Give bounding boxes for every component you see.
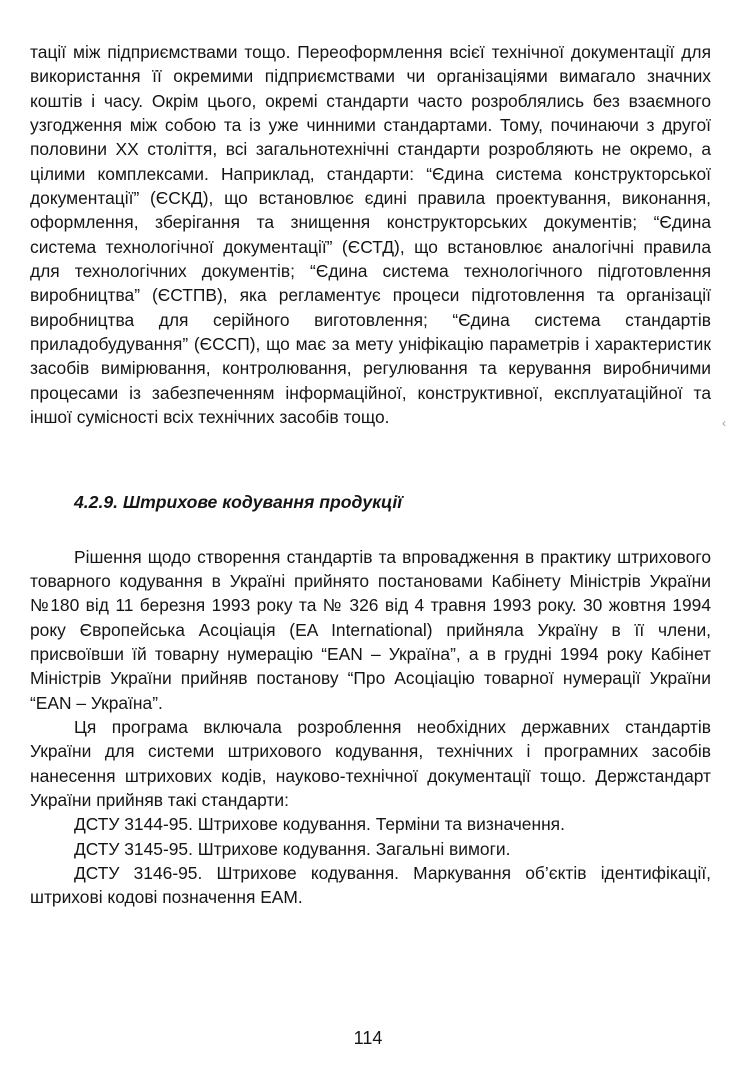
page-number: 114: [353, 1028, 383, 1048]
paragraph-standards-complexes: тації між підприємствами тощо. Переоформлення всієї технічної документації для використання її окремими підприємствами чи організаціями вимагало значних коштів і часу. Окрім цього, окремі стандарти часто розроблялись без взаємного узгодження між собою та із уже чинними стандартами. Тому, починаючи з другої половини XX століття, всі загальнотехнічні стандарти розробляють не окремо, а цілими комплексами. Наприклад, стандарти: “Єдина система конструкторської документації” (ЄСКД), що встановлює єдині правила проектування, виконання, оформлення, зберігання та знищення конструкторських документів; “Єдина система технологічної документації” (ЄСТД), що встановлює аналогічні правила для технологічних документів; “Єдина система технологічного підготовлення виробництва” (ЄСТПВ), яка регламентує процеси підготовлення та організації виробництва для серійного виготовлення; “Єдина система стандартів приладобудування” (ЄССП), що має за мету уніфікацію параметрів і характеристик засобів вимірювання, контролювання, регулювання та керування виробничими процесами із забезпеченням інформаційної, конструктивної, експлуатаційної та іншої сумісності всіх технічних засобів тощо.: [30, 42, 711, 428]
standard-item-dstu-3144: ДСТУ 3144-95. Штрихове кодування. Терміни та визначення.: [74, 814, 565, 835]
paragraph-barcode-decisions: Рішення щодо створення стандартів та впровадження в практику штрихового товарного кодування в Україні прийнято постановами Кабінету Міністрів України №180 від 11 березня 1993 року та № 326 від 4 травня 1993 року. 30 жовтня 1994 року Європейська Асоціація (EA International) прийняла Україну в її члени, присвоївши їй товарну нумерацію “EAN – Україна”, а в грудні 1994 року Кабінет Міністрів України прийняв постанову “Про Асоціацію товарної нумерації України “EAN – Україна”.: [30, 546, 711, 713]
heading-spacer: [30, 514, 711, 545]
standard-item-dstu-3146: ДСТУ 3146-95. Штрихове кодування. Маркування об’єктів ідентифікації, штрихові кодові позначення EAM.: [30, 862, 711, 908]
standard-item-dstu-3145: ДСТУ 3145-95. Штрихове кодування. Загальні вимоги.: [74, 838, 511, 859]
page-body: [30, 40, 711, 910]
margin-mark: ‹: [722, 416, 726, 430]
paragraph-program-description: Ця програма включала розроблення необхідних державних стандартів України для системи штрихового кодування, технічних і програмних засобів нанесення штрихових кодів, науково-технічної документації тощо. Держстандарт України прийняв такі стандарти:: [30, 716, 711, 810]
section-heading: 4.2.9. Штрихове кодування продукції: [74, 491, 403, 512]
